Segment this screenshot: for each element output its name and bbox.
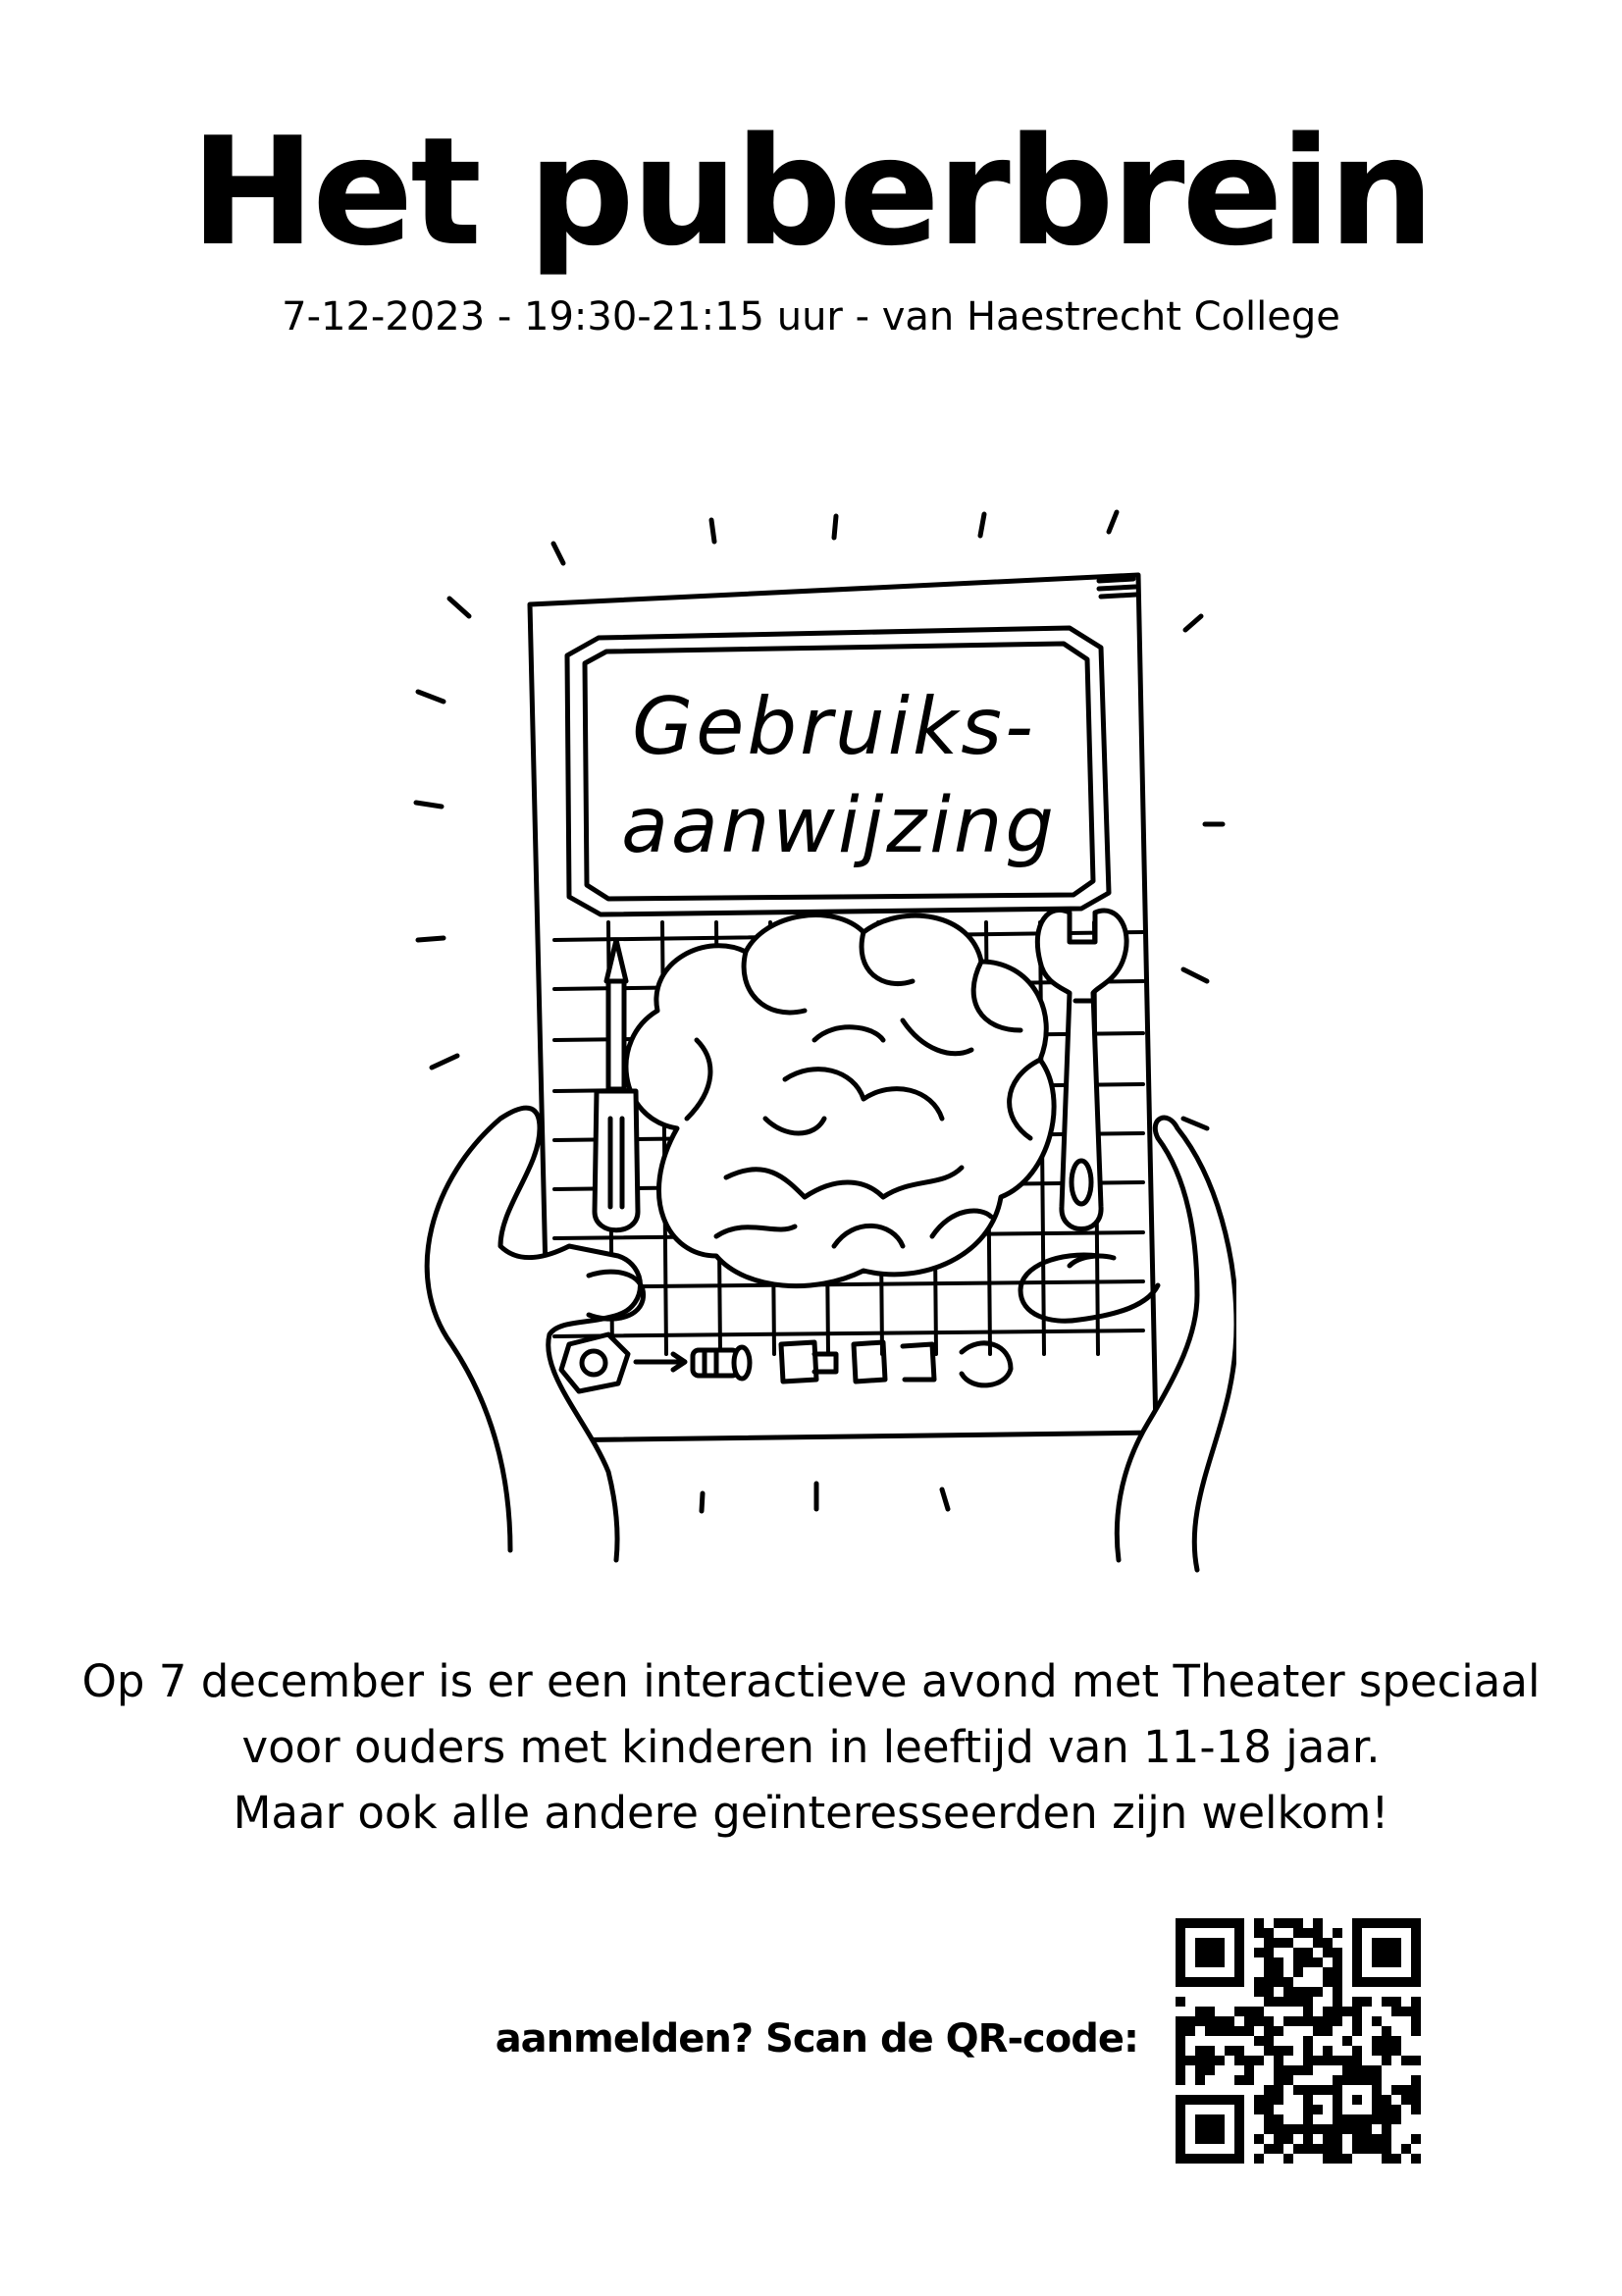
description-line: Maar ook alle andere geïnteresseerden zijn welkom! [233,1787,1389,1839]
event-details: 7-12-2023 - 19:30-21:15 uur - van Haestrecht College [282,294,1340,339]
event-description [39,1648,1583,1846]
signup-call-to-action: aanmelden? Scan de QR-code: [495,2016,1138,2061]
description-line: Op 7 december is er een interactieve avond met Theater speciaal [81,1655,1541,1707]
booklet-title-line2: aanwijzing [621,782,1057,870]
description-line: voor ouders met kinderen in leeftijd van 11-18 jaar. [241,1721,1381,1773]
qr-code[interactable] [1176,1918,1421,2164]
manual-illustration [392,491,1236,1629]
brain [626,915,1054,1286]
booklet-title-line1: Gebruiks- [632,681,1036,772]
poster-title: Het puberbrein [190,105,1432,279]
